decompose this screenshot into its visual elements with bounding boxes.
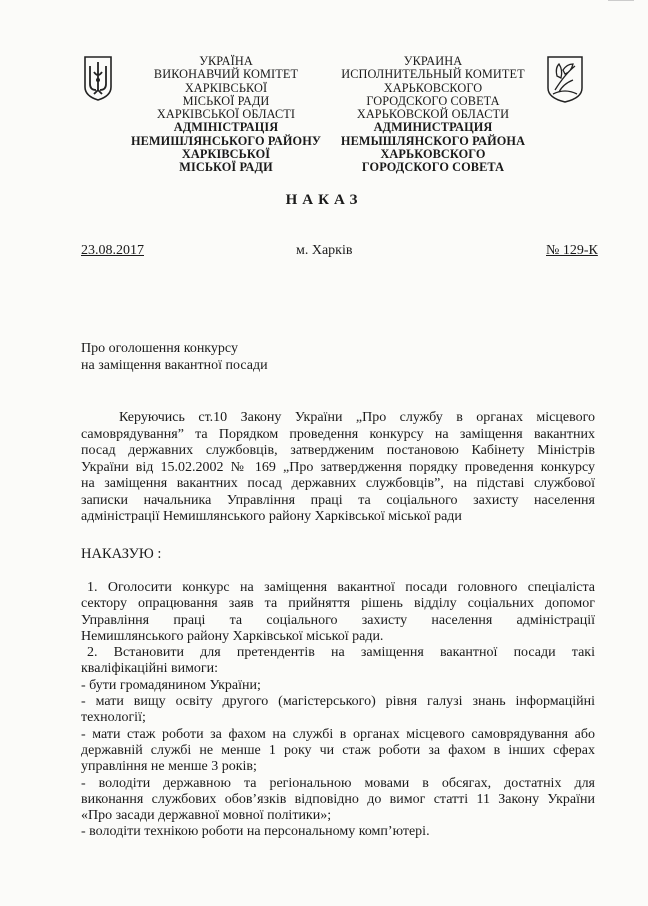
subject-line: Про оголошення конкурсу [81, 341, 238, 356]
header-line: ХАРКІВСЬКОЇ [184, 80, 268, 95]
preamble-paragraph [81, 410, 595, 526]
header-line: ХАРКІВСЬКОЇ ОБЛАСТІ [156, 107, 296, 122]
header-line: УКРАИНА [403, 54, 463, 68]
order-place: м. Харків [296, 243, 353, 258]
preamble-line: адміністрації Немишлянського району Харківської міської ради [81, 509, 462, 524]
item-line: - мати стаж роботи за фахом на службі в органах місцевого самоврядування або [81, 726, 595, 742]
header-line: УКРАЇНА [199, 54, 253, 68]
item-line: управління не менше 3 років; [81, 759, 257, 775]
preamble-line: самоврядування” та Порядком проведення конкурсу на заміщення вакантних [81, 426, 595, 442]
item-line: виконання службових обов’язків відповідно до вимог статті 11 Закону України [81, 791, 595, 807]
item-line: - мати вищу освіту другого (магістерського) рівня галузі знань інформаційні [81, 694, 595, 710]
item-line: Управління праці та соціального захисту населення адміністрації [81, 612, 595, 628]
header-line: ХАРЬКОВСКОЙ ОБЛАСТИ [356, 107, 510, 122]
preamble-line: записки начальника Управління праці та соціального захисту населення [81, 492, 595, 508]
document-title: НАКАЗ [285, 192, 363, 208]
header-line-bold: МІСЬКОЇ РАДИ [179, 160, 273, 175]
preamble-line: Керуючись ст.10 Закону України „Про службу в органах місцевого [119, 410, 595, 425]
order-items [81, 580, 595, 841]
header-line: МІСЬКОЇ РАДИ [182, 93, 270, 108]
order-number: № 129-К [546, 243, 598, 258]
order-subject [81, 341, 268, 374]
header-line-bold: НЕМЫШЛЯНСКОГО РАЙОНА [340, 133, 526, 148]
header-line: ХАРЬКОВСКОГО [383, 80, 483, 95]
preamble-line: на заміщення вакантних посад державних службовців”, на підставі службової [81, 476, 595, 491]
item-line: «Про засади державної мовної політики»; [81, 808, 332, 824]
header-line: ГОРОДСКОГО СОВЕТА [366, 93, 500, 108]
order-date: 23.08.2017 [81, 243, 144, 258]
header-line-bold: ХАРЬКОВСКОГО [380, 147, 486, 162]
scan-corner-mark [608, 0, 634, 13]
header-line: ИСПОЛНИТЕЛЬНЫЙ КОМИТЕТ [341, 67, 525, 82]
item-line: кваліфікаційні вимоги: [81, 661, 219, 677]
preamble-line: України від 15.02.2002 № 169 „Про затвердження порядку проведення конкурсу [81, 459, 595, 475]
header-line-bold: ГОРОДСКОГО СОВЕТА [361, 160, 505, 175]
header-line-bold: АДМІНІСТРАЦІЯ [173, 120, 279, 135]
header-line-bold: ХАРКІВСЬКОЇ [181, 147, 271, 162]
header-line: ВИКОНАВЧИЙ КОМІТЕТ [153, 67, 299, 82]
header-line-bold: АДМИНИСТРАЦИЯ [373, 120, 493, 135]
header-right-ru [333, 55, 533, 175]
preamble-line: посад державних службовців, затвердженим постановою Кабінету Міністрів [81, 443, 595, 458]
header-line-bold: НЕМИШЛЯНСЬКОГО РАЙОНУ [130, 133, 322, 148]
header-left-ua [126, 55, 326, 175]
item-line: 2. Встановити для претендентів на заміщення вакантної посади такі [87, 645, 595, 661]
item-line: сектору опрацювання заяв та прийняття рішень відділу соціальних допомог [81, 596, 595, 612]
item-line: - володіти державною та регіональною мовами в обсягах, достатніх для [81, 775, 595, 791]
kharkiv-coat-of-arms-icon [545, 54, 585, 104]
item-line: - бути громадянином України; [81, 677, 261, 693]
item-line: технології; [81, 710, 146, 726]
subject-line: на заміщення вакантної посади [81, 357, 268, 373]
item-line: Немишлянського району Харківської міської ради. [81, 628, 384, 644]
item-line: 1. Оголосити конкурс на заміщення вакантної посади головного спеціаліста [87, 580, 595, 595]
order-word: НАКАЗУЮ : [81, 546, 162, 562]
item-line: - володіти технікою роботи на персональному комп’ютері. [81, 824, 430, 840]
coat-of-arms-trident-icon [82, 54, 114, 102]
item-line: державній службі не менше 1 року чи стаж роботи за фахом в інших сферах [81, 742, 595, 758]
